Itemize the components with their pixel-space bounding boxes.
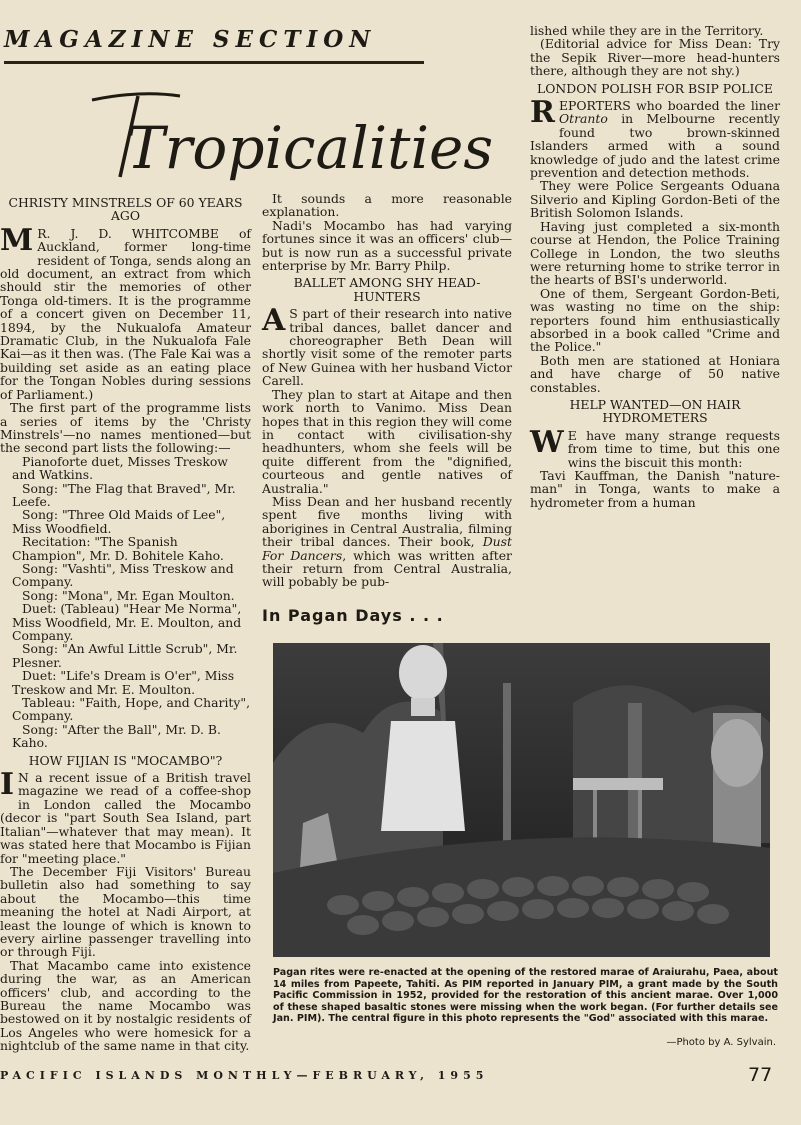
photo-caption: Pagan rites were re-enacted at the opening of the restored marae of Araiurahu, Paea, about 14 miles from Papeete, Tahiti. As PIM reported in January PIM, a grant made by the South Pacific Commission in 1952, provided for the restoration of this ancient marae. Over 1,000 of these shaped basaltic stones were missing when the work began. (For further details see Jan. PIM). The central figure in this photo represents the "God" associated with this marae. [273, 967, 778, 1025]
marae-photo-illustration [273, 643, 770, 957]
article-paragraph: They were Police Sergeants Oduana Silverio and Kipling Gordon-Beti of the British Solomon Islands. [530, 178, 780, 221]
article-paragraph: One of them, Sergeant Gordon-Beti, was wasting no time on the ship: reporters found him enthusiastically absorbed in a book called "Crime and the Police." [530, 285, 780, 355]
marae-photo [273, 643, 770, 957]
programme-item: Song: "Mona", Mr. Egan Moulton. [22, 587, 235, 603]
book-title: Dust For Dancers [262, 534, 512, 563]
photo-credit: —Photo by A. Sylvain. [666, 1037, 776, 1048]
magazine-section-header: MAGAZINE SECTION [4, 26, 377, 53]
drop-cap: R [530, 95, 555, 131]
article-paragraph: W E have many strange requests from time to time, but this one wins the biscuit this month: [530, 424, 780, 470]
column-1 [0, 192, 251, 1053]
header-rule [4, 61, 424, 64]
drop-cap: M [0, 222, 34, 258]
programme-item: Pianoforte duet, Misses Treskow and Watkins. [12, 453, 228, 483]
article-paragraph: Nadi's Mocambo has had varying fortunes since it was an officers' club—but is now run as a successful private enterprise by Mr. Barry Philp. [262, 217, 512, 274]
article-paragraph: (Editorial advice for Miss Dean: Try the Sepik River—more head-hunters there, although they are not shy.) [530, 36, 780, 79]
article-paragraph: Having just completed a six-month course at Hendon, the Police Training College in London, the two sleuths were returning home to strike terror in the hearts of BSI's underworld. [530, 218, 780, 288]
headline-hair-hydrometers: HELP WANTED—ON HAIR HYDROMETERS [569, 396, 741, 426]
article-paragraph: Both men are stationed at Honiara and have charge of 50 native constables. [530, 352, 780, 395]
drop-cap: I [0, 767, 15, 803]
programme-list [0, 455, 251, 750]
headline-bsip-police: LONDON POLISH FOR BSIP POLICE [537, 80, 773, 96]
page-number: 77 [748, 1064, 773, 1086]
article-paragraph: REPORTERS who boarded the liner Otranto in Melbourne recently found two brown-skinned Islanders armed with a sound knowledge of judo and the latest crime prevention and detection methods. [530, 95, 780, 181]
article-paragraph: lished while they are in the Territory. [530, 23, 764, 38]
headline-ballet: BALLET AMONG SHY HEAD-HUNTERS [293, 275, 481, 304]
drop-cap: A [262, 303, 286, 339]
ship-name: Otranto [558, 111, 608, 127]
article-paragraph: That Macambo came into existence during the war, as an American officers' club, and according to the Bureau the name Mocambo was bestowed on it by nostalgic residents of Los Angeles who were homesick for a nightclub of the same name in that city. [0, 957, 251, 1054]
article-paragraph: The first part of the programme lists a series of items by the 'Christy Minstrels'—no names mentioned—but the second part lists the following:— [0, 400, 251, 456]
footer-masthead: PACIFIC ISLANDS MONTHLY—FEBRUARY, 1955 [0, 1069, 489, 1082]
programme-item: Song: "The Flag that Braved", Mr. Leefe. [12, 480, 236, 509]
column-2 [262, 192, 512, 589]
programme-item: Duet: "Life's Dream is O'er", Miss Treskow and Mr. E. Moulton. [12, 668, 235, 697]
headline-christy-minstrels: CHRISTY MINSTRELS OF 60 YEARS AGO [8, 195, 243, 224]
drop-cap: W [530, 424, 564, 460]
programme-item: Duet: (Tableau) "Hear Me Norma", Miss Woodfield, Mr. E. Moulton, and Company. [12, 601, 242, 643]
article-paragraph: Tavi Kauffman, the Danish "nature-man" in Tonga, wants to make a hydrometer from a human [530, 468, 780, 510]
photo-heading: In Pagan Days . . . [262, 606, 444, 625]
programme-item: Song: "Three Old Maids of Lee", Miss Woodfield. [12, 507, 226, 536]
article-paragraph: It sounds a more reasonable explanation. [262, 191, 512, 220]
programme-item: Song: "Vashti", Miss Treskow and Company. [12, 560, 234, 590]
article-paragraph: The December Fiji Visitors' Bureau bulletin also had something to say about the Mocambo—this time meaning the hotel at Nadi Airport, at least the lounge of which is known to every airline passenger travelling into or through Fiji. [0, 863, 251, 960]
programme-item: Tableau: "Faith, Hope, and Charity", Company. [12, 695, 251, 724]
programme-item: Song: "After the Ball", Mr. D. B. Kaho. [12, 721, 221, 751]
title-text: Tropicalities [126, 114, 494, 182]
programme-item: Song: "An Awful Little Scrub", Mr. Plesner. [12, 641, 238, 670]
tropicalities-title [80, 82, 494, 182]
headline-mocambo: HOW FIJIAN IS "MOCAMBO"? [28, 752, 223, 768]
column-3 [530, 24, 780, 509]
programme-item: Recitation: "The Spanish Champion", Mr. D. Bohitele Kaho. [12, 534, 224, 563]
article-paragraph: Miss Dean and her husband recently spent five months living with aborigines in Central Australia, filming their tribal dances. Their book, Dust For Dancers, which was written after their return from Central Australia, will pobably be pub- [262, 493, 512, 590]
article-paragraph: They plan to start at Aitape and then work north to Vanimo. Miss Dean hopes that in this region they will come in contact with civilisation-shy headhunters, whom she feels will be quite different from the "dignified, courteous and gentle natives of Australia." [262, 386, 512, 496]
article-paragraph: A S part of their research into native tribal dances, ballet dancer and choreographer Beth Dean will shortly visit some of the remoter parts of New Guinea with her husband Victor Carell. [262, 303, 512, 389]
article-paragraph: M R. J. D. WHITCOMBE of Auckland, former long-time resident of Tonga, sends along an old document, an extract from which should stir the memories of other Tonga old-timers. It is the programme of a concert given on December 11, 1894, by the Nukualofa Amateur Dramatic Club, in the Nukualofa Fale Kai—as it then was. (The Fale Kai was a building set aside as an eating place for the Tongan Nobles during sessions of Parliament.) [0, 222, 251, 402]
article-paragraph: I N a recent issue of a British travel magazine we read of a coffee-shop in London called the Mocambo (decor is "part South Sea Island, part Italian"—whatever that may mean). It was stated here that Mocambo is Fijian for "meeting place." [0, 767, 251, 866]
